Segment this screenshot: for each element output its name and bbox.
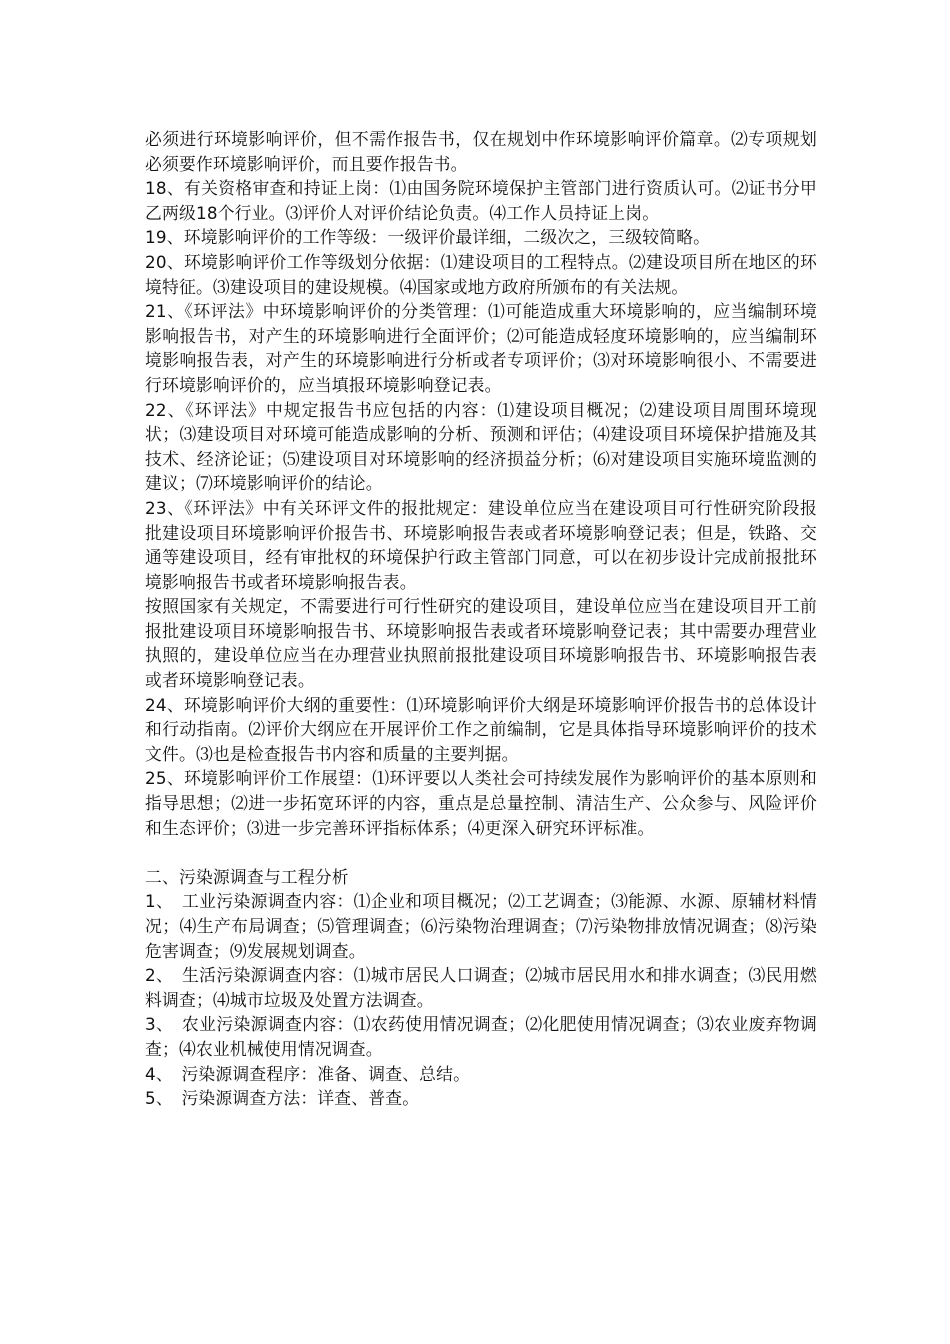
paragraph-continuation: 必须进行环境影响评价，但不需作报告书，仅在规划中作环境影响评价篇章。⑵专项规划必须要作环境影响评价，而且要作报告书。 [145, 129, 817, 174]
paragraph-item-19: 19、环境影响评价的工作等级：一级评价最详细，二级次之，三级较简略。 [145, 227, 711, 248]
document-page [145, 127, 817, 1111]
paragraph-item-20: 20、环境影响评价工作等级划分依据：⑴建设项目的工程特点。⑵建设项目所在地区的环境特征。⑶建设项目的建设规模。⑷国家或地方政府所颁布的有关法规。 [145, 251, 817, 297]
paragraph-item-25: 25、环境影响评价工作展望：⑴环评要以人类社会可持续发展作为影响评价的基本原则和指导思想；⑵进一步拓宽环评的内容，重点是总量控制、清洁生产、公众参与、风险评价和生态评价；⑶进一步完善环评指标体系；⑷更深入研究环评标准。 [145, 768, 817, 838]
paragraph-section2-item-3: 3、 农业污染源调查内容：⑴农药使用情况调查；⑵化肥使用情况调查；⑶农业废弃物调查；⑷农业机械使用情况调查。 [145, 1014, 817, 1059]
paragraph-item-23-continued: 按照国家有关规定，不需要进行可行性研究的建设项目，建设单位应当在建设项目开工前报批建设项目环境影响报告书、环境影响报告表或者环境影响登记表；其中需要办理营业执照的，建设单位应当在办理营业执照前报批建设项目环境影响报告书、环境影响报告表或者环境影响登记表。 [145, 596, 817, 691]
paragraph-section2-item-4: 4、 污染源调查程序：准备、调查、总结。 [145, 1063, 471, 1084]
paragraph-item-18: 18、有关资格审查和持证上岗：⑴由国务院环境保护主管部门进行资质认可。⑵证书分甲乙两级18个行业。⑶评价人对评价结论负责。⑷工作人员持证上岗。 [145, 178, 817, 223]
paragraph-item-21: 21、《环评法》中环境影响评价的分类管理：⑴可能造成重大环境影响的，应当编制环境影响报告书，对产生的环境影响进行全面评价；⑵可能造成轻度环境影响的，应当编制环境影响报告表，对产生的环境影响进行分析或者专项评价；⑶对环境影响很小、不需要进行环境影响评价的，应当填报环境影响登记表。 [145, 301, 817, 395]
paragraph-section2-item-2: 2、 生活污染源调查内容：⑴城市居民人口调查；⑵城市居民用水和排水调查；⑶民用燃料调查；⑷城市垃圾及处置方法调查。 [145, 965, 817, 1010]
section-heading: 二、污染源调查与工程分析 [145, 866, 349, 887]
paragraph-section2-item-1: 1、 工业污染源调查内容：⑴企业和项目概况；⑵工艺调查；⑶能源、水源、原辅材料情况；⑷生产布局调查；⑸管理调查；⑹污染物治理调查；⑺污染物排放情况调查；⑻污染危害调查；⑼发展规划调查。 [145, 891, 817, 961]
paragraph-item-23: 23、《环评法》中有关环评文件的报批规定：建设单位应当在建设项目可行性研究阶段报批建设项目环境影响评价报告书、环境影响报告表或者环境影响登记表；但是，铁路、交通等建设项目，经有审批权的环境保护行政主管部门同意，可以在初步设计完成前报批环境影响报告书或者环境影响报告表。 [145, 497, 817, 592]
paragraph-item-24: 24、环境影响评价大纲的重要性：⑴环境影响评价大纲是环境影响评价报告书的总体设计和行动指南。⑵评价大纲应在开展评价工作之前编制，它是具体指导环境影响评价的技术文件。⑶也是检查报告书内容和质量的主要判据。 [145, 694, 817, 764]
paragraph-item-22: 22、《环评法》中规定报告书应包括的内容：⑴建设项目概况；⑵建设项目周围环境现状；⑶建设项目对环境可能造成影响的分析、预测和评估；⑷建设项目环境保护措施及其技术、经济论证；⑸建设项目对环境影响的经济损益分析；⑹对建设项目实施环境监测的建议；⑺环境影响评价的结论。 [145, 399, 817, 494]
paragraph-section2-item-5: 5、 污染源调查方法：详查、普查。 [145, 1088, 420, 1109]
blank-line [145, 840, 817, 865]
